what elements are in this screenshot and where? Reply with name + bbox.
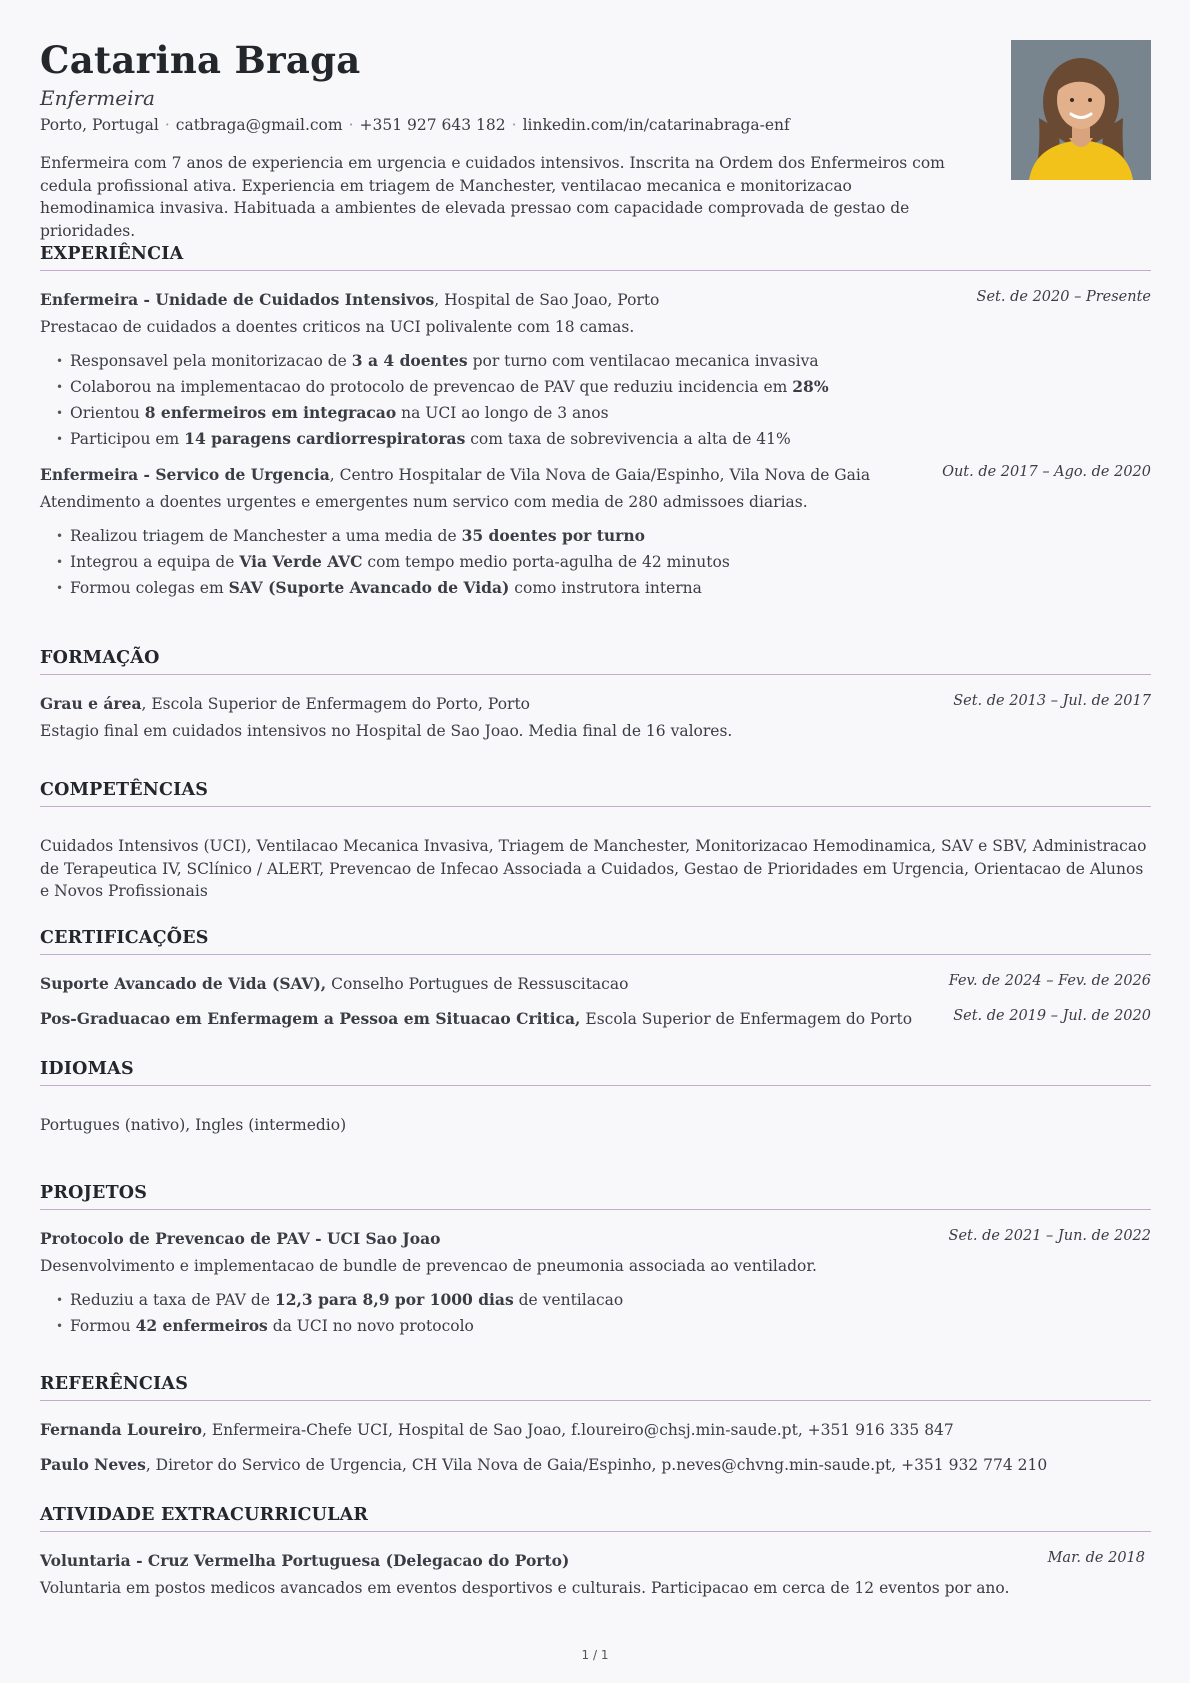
certifications-section [40,928,1151,1030]
certification-entry [40,973,1151,995]
languages-section [40,1059,1151,1137]
entry-heading: Enfermeira - Unidade de Cuidados Intensivos, Hospital de Sao Joao, Porto [40,290,660,309]
list-item: • Colaborou na implementacao do protocolo de prevencao de PAV que reduziu incidencia em 28% [56,374,1151,400]
reference-details: Enfermeira-Chefe UCI, Hospital de Sao Joao, f.loureiro@chsj.min-saude.pt, +351 916 335 847 [211,1421,954,1439]
entry-organization: Centro Hospitalar de Vila Nova de Gaia/Espinho, Vila Nova de Gaia [339,466,871,484]
entry-title: Enfermeira - Servico de Urgencia [40,465,330,484]
entry-date: Set. de 2013 – Jul. de 2017 [953,693,1151,709]
resume-header [40,0,1151,240]
reference-details: Diretor do Servico de Urgencia, CH Vila Nova de Gaia/Espinho, p.neves@chvng.min-saude.pt, +351 932 774 210 [155,1456,1048,1474]
extracurricular-entry [40,1550,1151,1599]
entry-title: Suporte Avancado de Vida (SAV), [40,974,327,993]
entry-title: Pos-Graduacao em Enfermagem a Pessoa em Situacao Critica, [40,1009,581,1028]
entry-organization: Hospital de Sao Joao, Porto [444,291,660,309]
entry-heading: Grau e área, Escola Superior de Enfermagem do Porto, Porto [40,694,531,713]
section-title-extracurricular: ATIVIDADE EXTRACURRICULAR [40,1505,1151,1532]
entry-date: Fev. de 2024 – Fev. de 2026 [948,973,1151,989]
entry-date: Set. de 2021 – Jun. de 2022 [948,1228,1151,1244]
list-item: • Formou colegas em SAV (Suporte Avancado de Vida) como instrutora interna [56,575,1151,601]
certification-entry [40,1008,1151,1030]
list-item: • Realizou triagem de Manchester a uma media de 35 doentes por turno [56,523,1151,549]
entry-description: Atendimento a doentes urgentes e emergentes num servico com media de 280 admissoes diarias. [40,493,808,511]
education-entry [40,693,1151,742]
references-section [40,1374,1151,1476]
entry-description: Prestacao de cuidados a doentes criticos na UCI polivalente com 18 camas. [40,318,635,336]
list-item: • Orientou 8 enfermeiros em integracao na UCI ao longo de 3 anos [56,400,1151,426]
section-title-experience: EXPERIÊNCIA [40,244,1151,271]
education-section [40,648,1151,742]
section-title-references: REFERÊNCIAS [40,1374,1151,1401]
skills-text: Cuidados Intensivos (UCI), Ventilacao Mecanica Invasiva, Triagem de Manchester, Monitorizacao Hemodinamica, SAV e SBV, Administracao de Terapeutica IV, SClínico / ALERT, Prevencao de Infecao Associada a Cuidados, Gestao de Prioridades em Urgencia, Orientacao de Alunos e Novos Profissionais [40,837,1147,900]
list-item: • Reduziu a taxa de PAV de 12,3 para 8,9 por 1000 dias de ventilacao [56,1287,1151,1313]
achievement-list [40,523,1151,601]
list-item: • Participou em 14 paragens cardiorrespiratoras com taxa de sobrevivencia a alta de 41% [56,426,1151,452]
entry-date: Set. de 2020 – Presente [976,289,1151,305]
contact-email[interactable]: catbraga@gmail.com [175,116,343,134]
reference-entry [40,1419,1151,1441]
entry-description: Voluntaria em postos medicos avancados em eventos desportivos e culturais. Participacao em cerca de 12 eventos por ano. [40,1579,1010,1597]
section-title-languages: IDIOMAS [40,1059,1151,1086]
profile-summary: Enfermeira com 7 anos de experiencia em urgencia e cuidados intensivos. Inscrita na Ordem dos Enfermeiros com cedula profissional ativa. Experiencia em triagem de Manchester, ventilacao mecanica e monitorizacao hemodinamica invasiva. Habituada a ambientes de elevada pressao com capacidade comprovada de gestao de prioridades. [40,154,945,240]
entry-heading: Fernanda Loureiro, Enfermeira-Chefe UCI, Hospital de Sao Joao, f.loureiro@chsj.min-saude.pt, +351 916 335 847 [40,1420,954,1439]
entry-description: Estagio final em cuidados intensivos no Hospital de Sao Joao. Media final de 16 valores. [40,722,733,740]
entry-heading: Enfermeira - Servico de Urgencia, Centro Hospitalar de Vila Nova de Gaia/Espinho, Vila Nova de Gaia [40,465,871,484]
achievement-list [40,1287,1151,1339]
experience-section [40,244,1151,601]
projects-section [40,1183,1151,1339]
entry-date: Set. de 2019 – Jul. de 2020 [953,1008,1151,1024]
entry-organization: Escola Superior de Enfermagem do Porto, Porto [151,695,531,713]
contact-linkedin[interactable]: linkedin.com/in/catarinabraga-enf [522,116,790,134]
contact-line [40,116,790,134]
section-title-education: FORMAÇÃO [40,648,1151,675]
section-title-projects: PROJETOS [40,1183,1151,1210]
entry-title: Protocolo de Prevencao de PAV - UCI Sao Joao [40,1229,441,1248]
separator: · [164,116,170,134]
skills-section [40,780,1151,903]
profile-photo-icon [1011,40,1151,180]
list-item: • Integrou a equipa de Via Verde AVC com tempo medio porta-agulha de 42 minutos [56,549,1151,575]
reference-name: Paulo Neves [40,1455,146,1474]
entry-title: Voluntaria - Cruz Vermelha Portuguesa (Delegacao do Porto) [40,1551,570,1570]
entry-organization: Escola Superior de Enfermagem do Porto [585,1010,913,1028]
section-title-certifications: CERTIFICAÇÕES [40,928,1151,955]
entry-title: Grau e área [40,694,142,713]
contact-location: Porto, Portugal [40,116,159,134]
candidate-name: Catarina Braga [40,38,361,82]
experience-entry [40,464,1151,601]
section-title-skills: COMPETÊNCIAS [40,780,1151,807]
list-item: • Responsavel pela monitorizacao de 3 a 4 doentes por turno com ventilacao mecanica invasiva [56,348,1151,374]
entry-date: Out. de 2017 – Ago. de 2020 [942,464,1151,480]
list-item: • Formou 42 enfermeiros da UCI no novo protocolo [56,1313,1151,1339]
reference-entry [40,1454,1151,1476]
page-number: 1 / 1 [581,1648,609,1662]
entry-date: Mar. de 2018 [1047,1550,1145,1566]
reference-name: Fernanda Loureiro [40,1420,202,1439]
extracurricular-section [40,1505,1151,1599]
resume-page [40,0,1151,1683]
project-entry [40,1228,1151,1339]
profile-photo [1011,40,1151,180]
entry-description: Desenvolvimento e implementacao de bundle de prevencao de pneumonia associada ao ventilador. [40,1257,817,1275]
achievement-list [40,348,1151,452]
entry-heading [40,1550,1151,1572]
separator: · [511,116,517,134]
experience-entry [40,289,1151,452]
separator: · [348,116,354,134]
entry-title: Enfermeira - Unidade de Cuidados Intensivos [40,290,435,309]
entry-heading: Paulo Neves, Diretor do Servico de Urgencia, CH Vila Nova de Gaia/Espinho, p.neves@chvng.min-saude.pt, +351 932 774 210 [40,1455,1048,1474]
contact-phone[interactable]: +351 927 643 182 [359,116,506,134]
entry-organization: Conselho Portugues de Ressuscitacao [331,975,629,993]
languages-text: Portugues (nativo), Ingles (intermedio) [40,1116,347,1134]
candidate-role: Enfermeira [40,86,155,110]
